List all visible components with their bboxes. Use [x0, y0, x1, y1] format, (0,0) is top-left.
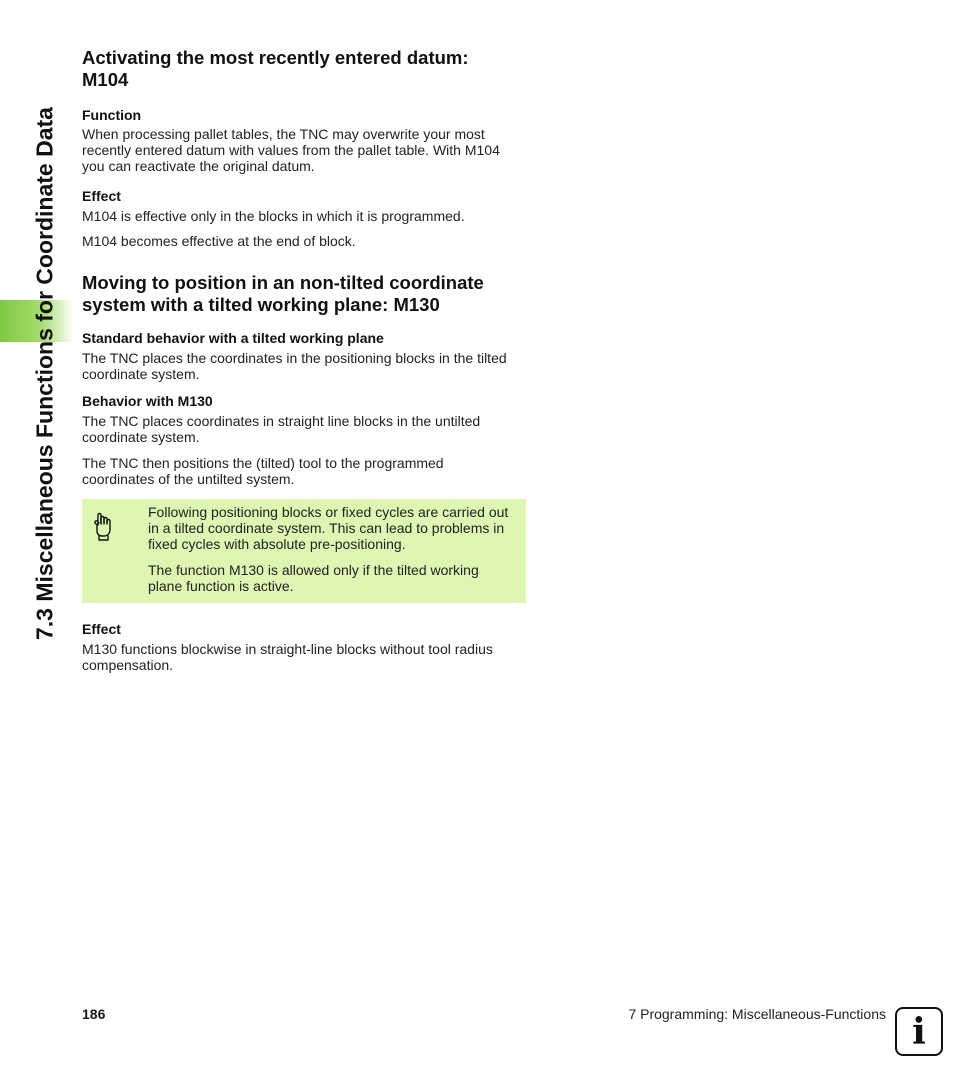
page-content: [82, 47, 526, 673]
paragraph-standard-behavior: The TNC places the coordinates in the positioning blocks in the tilted coordinate system.: [82, 350, 507, 382]
note-text-1: Following positioning blocks or fixed cycles are carried out in a tilted coordinate system. This can lead to problems in fixed cycles with absolute pre-positioning.: [148, 504, 509, 552]
section-title-m104: Activating the most recently entered datum: M104: [82, 47, 469, 90]
paragraph-effect-m130: M130 functions blockwise in straight-line blocks without tool radius compensation.: [82, 641, 493, 673]
note-box: [82, 499, 526, 603]
note-text-2: The function M130 is allowed only if the tilted working plane function is active.: [148, 562, 479, 594]
subheading-function: Function: [82, 107, 142, 123]
pointing-hand-icon: [92, 511, 116, 541]
paragraph-function: When processing pallet tables, the TNC may overwrite your most recently entered datum with values from the pallet table. With M104 you can reactivate the original datum.: [82, 126, 500, 174]
chapter-side-title: 7.3 Miscellaneous Functions for Coordinate Data: [31, 107, 58, 640]
section-title-m130: Moving to position in an non-tilted coordinate system with a tilted working plane: M130: [82, 272, 484, 315]
subheading-effect-m130: Effect: [82, 621, 121, 637]
subheading-effect-m104: Effect: [82, 188, 121, 204]
paragraph-behavior-m130-1: The TNC places coordinates in straight line blocks in the untilted coordinate system.: [82, 413, 481, 445]
subheading-standard-behavior: Standard behavior with a tilted working plane: [82, 330, 384, 346]
paragraph-effect-m104-1: M104 is effective only in the blocks in which it is programmed.: [82, 208, 465, 224]
info-icon: i: [895, 1007, 943, 1056]
subheading-behavior-m130: Behavior with M130: [82, 393, 213, 409]
paragraph-effect-m104-2: M104 becomes effective at the end of block.: [82, 233, 356, 249]
footer-chapter-title: 7 Programming: Miscellaneous-Functions: [628, 1006, 886, 1022]
paragraph-behavior-m130-2: The TNC then positions the (tilted) tool to the programmed coordinates of the untilted system.: [82, 455, 444, 487]
page-number: 186: [82, 1006, 106, 1022]
